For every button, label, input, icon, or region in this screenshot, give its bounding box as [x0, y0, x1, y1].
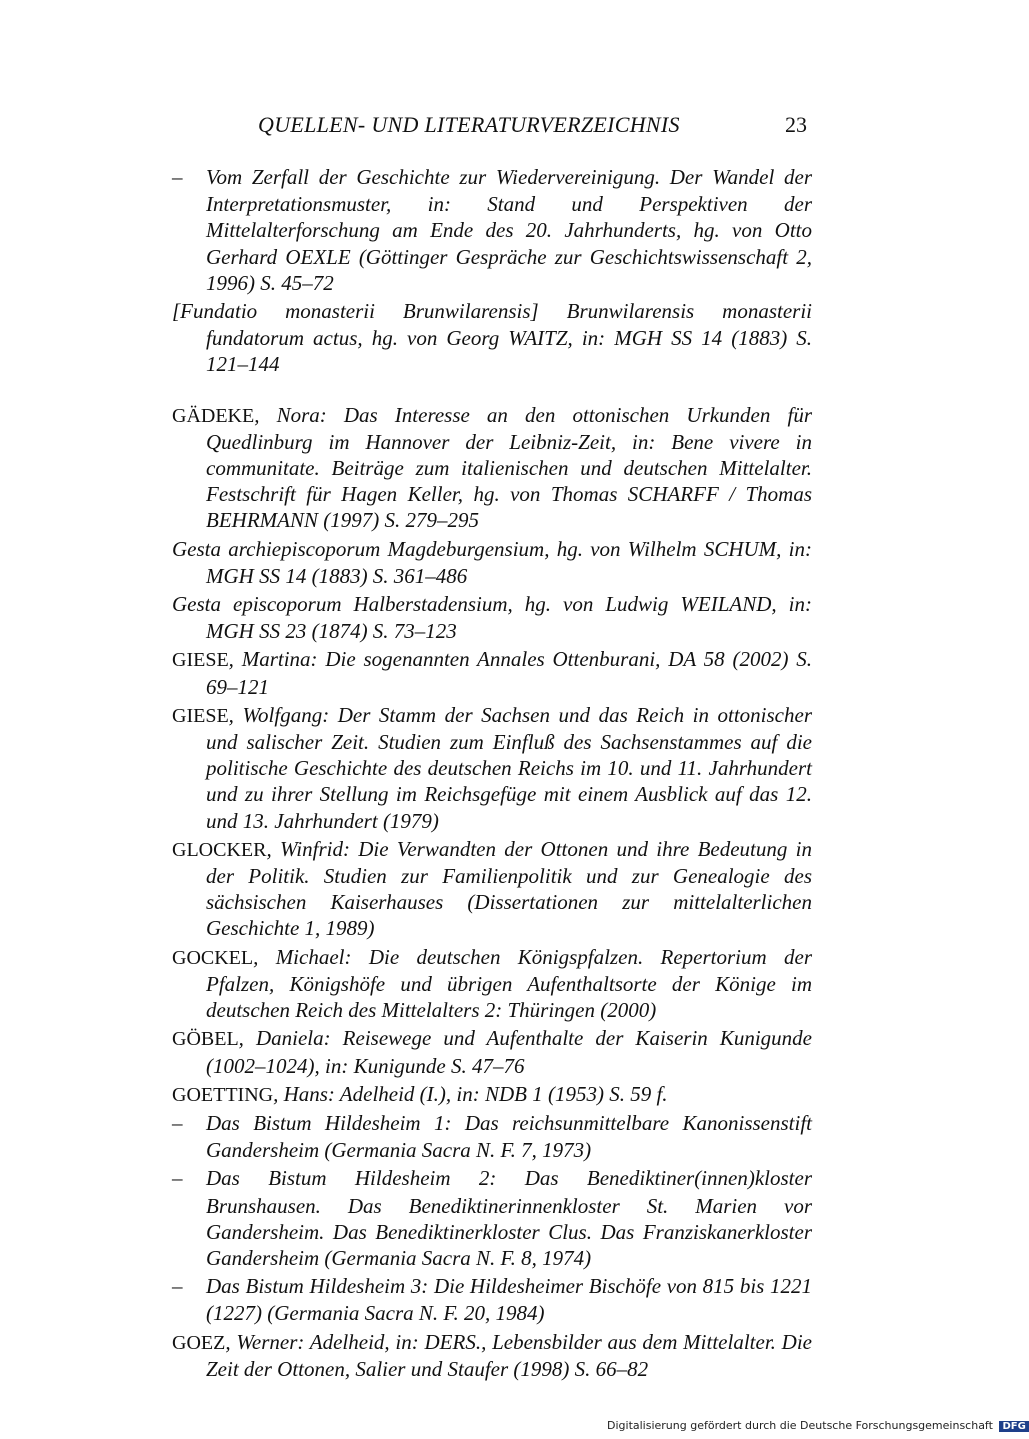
entry-text: , Wolfgang: Der Stamm der Sachsen und das Reich in ottonischer und salischer Zeit. Studien zum Einfluß des Sachsenstammes auf die politische Geschichte des deutschen Reichs im 10. und 11. Jahrhundert und zu ihrer Stellung im Reichsgefüge mit einem Ausblick auf das 12. und 13. Jahrhundert (1979)	[206, 702, 812, 833]
entry-author: GIESE	[172, 649, 229, 672]
entry-text: , Winfrid: Die Verwandten der Ottonen und ihre Bedeutung in der Politik. Studien zur Familienpolitik und zur Genealogie des sächsischen Kaiserhauses (Dissertationen zur mittelalterlichen Geschichte 1, 1989)	[206, 836, 812, 941]
entry-text: , Daniela: Reisewege und Aufenthalte der Kaiserin Kunigunde (1002–1024), in: Kunigunde S. 47–76	[206, 1026, 812, 1078]
entry-text: , Michael: Die deutschen Königspfalzen. Repertorium der Pfalzen, Königshöfe und übrigen Aufenthaltsorte der Könige im deutschen Reich des Mittelalters 2: Thüringen (2000)	[206, 944, 812, 1023]
entry-text: Das Bistum Hildesheim 2: Das Benediktiner(innen)kloster Brunshausen. Das Benediktinerinnenkloster St. Marien vor Gandersheim. Das Benediktinerkloster Clus. Das Franziskanerkloster Gandersheim (Germania Sacra N. F. 8, 1974)	[206, 1166, 812, 1270]
bibliography-list	[172, 164, 812, 1384]
bibliography-entry	[172, 646, 812, 699]
entry-author: GOETTING	[172, 1083, 274, 1106]
page-number: 23	[785, 112, 807, 137]
entry-text: , Werner: Adelheid, in: DERS., Lebensbilder aus dem Mittelalter. Die Zeit der Ottonen, Salier und Staufer (1998) S. 66–82	[206, 1329, 812, 1381]
entry-author: GÖBEL	[172, 1028, 239, 1051]
entry-text: [Fundatio monasterii Brunwilarensis] Brunwilarensis monasterii fundatorum actus, hg. von Georg WAITZ, in: MGH SS 14 (1883) S. 121–144	[172, 299, 812, 377]
bibliography-entry	[172, 702, 812, 834]
entry-author: GÄDEKE	[172, 404, 255, 427]
bibliography-entry	[172, 1110, 812, 1163]
bibliography-entry	[172, 1025, 812, 1078]
bibliography-entry	[172, 1081, 812, 1108]
bibliography-entry	[172, 164, 812, 296]
footer-text: Digitalisierung gefördert durch die Deutsche Forschungsgemeinschaft	[607, 1419, 993, 1432]
section-gap	[172, 380, 812, 402]
bibliography-entry	[172, 536, 812, 589]
bibliography-entry	[172, 298, 812, 378]
dfg-logo: DFG	[999, 1421, 1028, 1432]
entry-text: , Nora: Das Interesse an den ottonischen Urkunden für Quedlinburg im Hannover der Leibniz-Zeit, in: Bene vivere in communitate. Beiträge zum italienischen und deutschen Mittelalter. Festschrift für Hagen Keller, hg. von Thomas SCHARFF / Thomas BEHRMANN (1997) S. 279–295	[206, 402, 812, 533]
entry-text: Vom Zerfall der Geschichte zur Wiedervereinigung. Der Wandel der Interpretationsmuster, in: Stand und Perspektiven der Mittelalterforschung am Ende des 20. Jahrhunderts, hg. von Otto Gerhard OEXLE (Göttinger Gespräche zur Geschichtswissenschaft 2, 1996) S. 45–72	[206, 165, 812, 295]
running-header-title: QUELLEN- UND LITERATURVERZEICHNIS	[258, 112, 680, 137]
bibliography-entry	[172, 1273, 812, 1326]
entry-text: Das Bistum Hildesheim 1: Das reichsunmittelbare Kanonissenstift Gandersheim (Germania Sacra N. F. 7, 1973)	[206, 1110, 812, 1163]
bibliography-entry	[172, 944, 812, 1024]
entry-text: , Hans: Adelheid (I.), in: NDB 1 (1953) S. 59 f.	[273, 1081, 668, 1106]
bibliography-entry	[172, 1329, 812, 1382]
bibliography-entry	[172, 1165, 812, 1271]
entry-author: GLOCKER	[172, 838, 267, 861]
digitization-footer	[607, 1419, 1029, 1432]
entry-text: Gesta archiepiscoporum Magdeburgensium, hg. von Wilhelm SCHUM, in: MGH SS 14 (1883) S. 361–486	[172, 536, 812, 588]
bibliography-entry	[172, 591, 812, 644]
entry-author: GIESE	[172, 704, 229, 727]
entry-text: , Martina: Die sogenannten Annales Ottenburani, DA 58 (2002) S. 69–121	[206, 647, 812, 699]
entry-text: Das Bistum Hildesheim 3: Die Hildesheimer Bischöfe von 815 bis 1221 (1227) (Germania Sacra N. F. 20, 1984)	[206, 1274, 812, 1326]
entry-text: Gesta episcoporum Halberstadensium, hg. von Ludwig WEILAND, in: MGH SS 23 (1874) S. 73–123	[172, 592, 812, 644]
bibliography-entry	[172, 402, 812, 534]
entry-author: GOCKEL	[172, 946, 254, 969]
entry-author: GOEZ	[172, 1331, 226, 1354]
bibliography-entry	[172, 836, 812, 942]
